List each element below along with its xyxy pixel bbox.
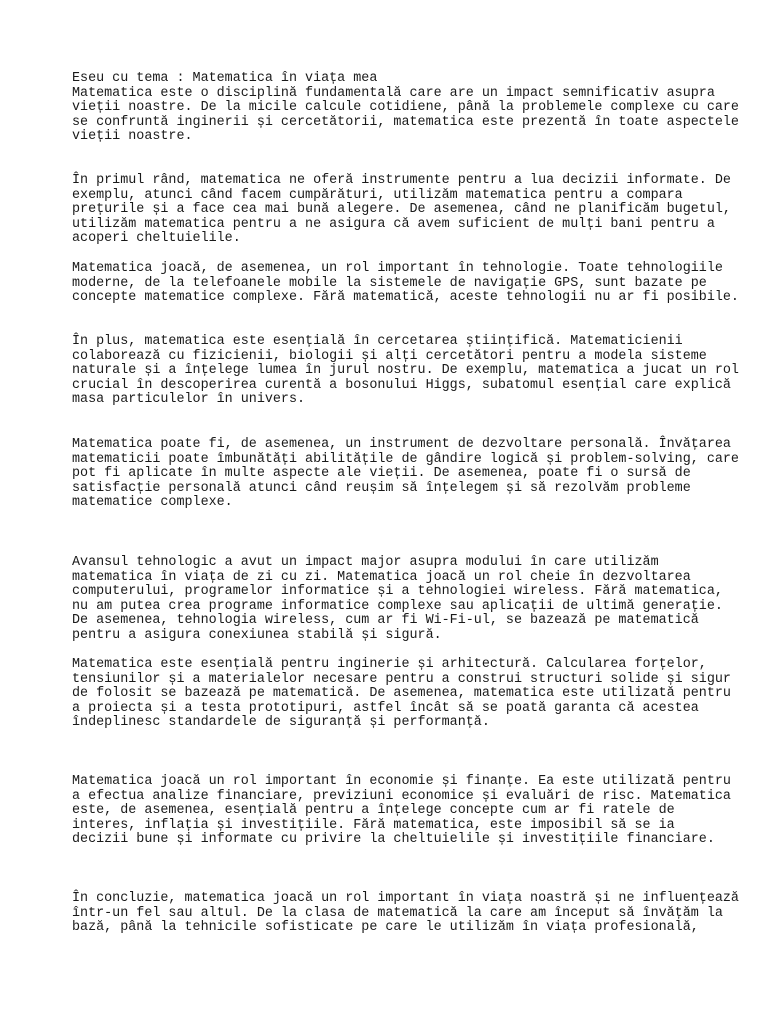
paragraph-decisions-line: prețurile și a face cea mai bună alegere. De asemenea, când ne planificăm bugetul,: [72, 202, 731, 217]
paragraph-engineering-line: Matematica este esențială pentru inginerie și arhitectură. Calcularea forțelor,: [72, 657, 707, 672]
paragraph-technology-line: concepte matematice complexe. Fără matematică, aceste tehnologii nu ar fi posibile.: [72, 290, 739, 305]
paragraph-technology-line: moderne, de la telefoanele mobile la sistemele de navigație GPS, sunt bazate pe: [72, 275, 707, 291]
paragraph-personal-line: matematice complexe.: [72, 495, 233, 510]
paragraph-research-line: masa particulelor în univers.: [72, 392, 306, 407]
paragraph-research-line: crucial în descoperirea curentă a bosonului Higgs, subatomul esențial care explică: [72, 377, 731, 393]
paragraph-economy-line: decizii bune și informate cu privire la cheltuielile și investițiile financiare.: [72, 832, 715, 847]
paragraph-progress-line: computerului, programelor informatice și a tehnologiei wireless. Fără matematica,: [72, 584, 723, 599]
paragraph-research-line: colaborează cu fizicienii, biologii și alți cercetători pentru a modela sisteme: [72, 348, 707, 364]
paragraph-intro-line: se confruntă inginerii și cercetătorii, matematica este prezentă în toate aspectele: [72, 114, 739, 130]
paragraph-engineering-line: a proiecta și a testa prototipuri, astfel încât să se poată garanta că acestea: [72, 700, 699, 716]
paragraph-personal-line: satisfacție personală atunci când reușim să înțelegem și să rezolvăm probleme: [72, 480, 691, 496]
paragraph-personal-line: matematicii poate îmbunătăți abilitățile de gândire logică și problem-solving, care: [72, 451, 739, 467]
paragraph-intro-line: vieții noastre.: [72, 129, 193, 144]
paragraph-progress-line: pentru a asigura conexiunea stabilă și sigură.: [72, 627, 442, 643]
paragraph-progress-line: De asemenea, tehnologia wireless, cum ar fi Wi-Fi-ul, se bazează pe matematică: [72, 613, 699, 628]
paragraph-intro-line: Matematica este o disciplină fundamentală care are un impact semnificativ asupra: [72, 85, 715, 101]
paragraph-economy-line: a efectua analize financiare, previziuni economice și evaluări de risc. Matematica: [72, 788, 731, 804]
paragraph-personal-line: pot fi aplicate în multe aspecte ale vieții. De asemenea, poate fi o sursă de: [72, 466, 691, 481]
paragraph-progress-line: nu am putea crea programe informatice complexe sau aplicații de ultimă generație.: [72, 598, 723, 614]
paragraph-economy-line: Matematica joacă un rol important în economie și finanțe. Ea este utilizată pentru: [72, 774, 731, 789]
paragraph-research-line: În plus, matematica este esențială în cercetarea științifică. Matematicienii: [72, 334, 683, 349]
paragraph-technology-line: Matematica joacă, de asemenea, un rol important în tehnologie. Toate tehnologiile: [72, 261, 723, 276]
paragraph-decisions-line: exemplu, atunci când facem cumpărături, utilizăm matematica pentru a compara: [72, 187, 683, 203]
paragraph-engineering-line: tensiunilor și a materialelor necesare pentru a construi structuri solide și sigur: [72, 671, 731, 687]
paragraph-economy-line: este, de asemenea, esențială pentru a înțelege concepte cum ar fi ratele de: [72, 803, 675, 818]
paragraph-research-line: naturale și a înțelege lumea în jurul nostru. De exemplu, matematica a jucat un rol: [72, 363, 739, 378]
essay-title: Eseu cu tema : Matematica în viața mea: [72, 71, 378, 86]
paragraph-conclusion-line: În concluzie, matematica joacă un rol important în viața noastră și ne influențează: [72, 891, 739, 906]
paragraph-intro-line: vieții noastre. De la micile calcule cotidiene, până la problemele complexe cu care: [72, 100, 739, 115]
paragraph-decisions-line: În primul rând, matematica ne oferă instrumente pentru a lua decizii informate. De: [72, 173, 731, 188]
paragraph-decisions-line: acoperi cheltuielile.: [72, 231, 241, 246]
paragraph-conclusion-line: într-un fel sau altul. De la clasa de matematică la care am început să învățăm la: [72, 905, 723, 921]
paragraph-decisions-line: utilizăm matematica pentru a ne asigura că avem suficient de mulți bani pentru a: [72, 216, 715, 232]
paragraph-engineering-line: îndeplinesc standardele de siguranță și performanță.: [72, 715, 490, 730]
paragraph-progress-line: Avansul tehnologic a avut un impact major asupra modului în care utilizăm: [72, 555, 659, 570]
paragraph-personal-line: Matematica poate fi, de asemenea, un instrument de dezvoltare personală. Învățarea: [72, 437, 731, 452]
paragraph-progress-line: matematica în viața de zi cu zi. Matematica joacă un rol cheie în dezvoltarea: [72, 569, 691, 585]
paragraph-economy-line: interes, inflația și investițiile. Fără matematica, este imposibil să se ia: [72, 817, 675, 833]
paragraph-conclusion-line: bază, până la tehnicile sofisticate pe care le utilizăm în viața profesională,: [72, 920, 699, 935]
paragraph-engineering-line: de folosit se bazează pe matematică. De asemenea, matematica este utilizată pentru: [72, 686, 731, 701]
